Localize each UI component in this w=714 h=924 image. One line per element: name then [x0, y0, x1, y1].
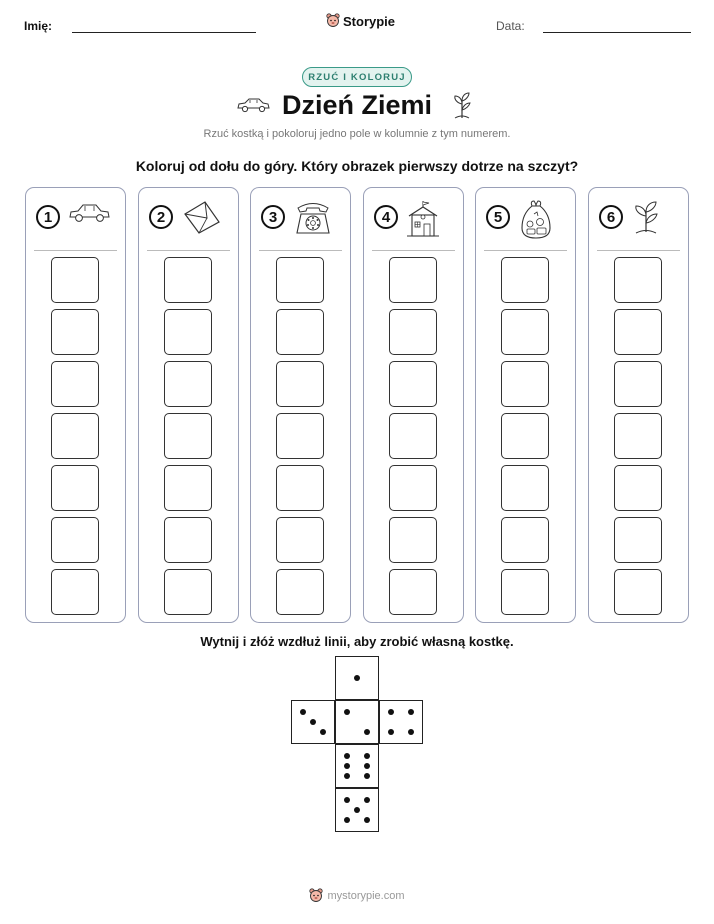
color-cell[interactable] — [614, 413, 662, 459]
instruction: Koloruj od dołu do góry. Który obrazek pierwszy dotrze na szczyt? — [135, 158, 579, 174]
dice-pip — [344, 753, 350, 759]
brand-logo — [326, 13, 395, 29]
rotary-phone-icon — [293, 200, 333, 236]
footer-url[interactable]: mystorypie.com — [327, 890, 405, 902]
color-cell[interactable] — [276, 257, 324, 303]
race-column — [588, 187, 689, 623]
color-cell[interactable] — [51, 465, 99, 511]
storypie-mascot-icon — [326, 13, 340, 29]
dice-pip — [364, 763, 370, 769]
dice-face-4 — [379, 700, 423, 744]
column-divider — [34, 250, 117, 251]
color-cell[interactable] — [614, 361, 662, 407]
dice-pip — [344, 709, 350, 715]
column-number: 5 — [486, 205, 510, 229]
color-cell[interactable] — [276, 361, 324, 407]
column-number: 3 — [261, 205, 285, 229]
school-house-icon — [406, 200, 440, 238]
color-cell[interactable] — [51, 309, 99, 355]
activity-badge: RZUĆ I KOLORUJ — [302, 67, 412, 87]
color-cell[interactable] — [389, 569, 437, 615]
race-column — [475, 187, 576, 623]
column-divider — [597, 250, 680, 251]
color-cell[interactable] — [389, 465, 437, 511]
car-icon — [68, 200, 110, 226]
column-divider — [259, 250, 342, 251]
dice-pip — [408, 729, 414, 735]
page-title: Dzień Ziemi — [281, 90, 433, 120]
brand-name: Storypie — [343, 13, 396, 29]
color-cell[interactable] — [389, 517, 437, 563]
race-column — [250, 187, 351, 623]
color-cell[interactable] — [276, 413, 324, 459]
dice-pip — [300, 709, 306, 715]
color-cell[interactable] — [51, 517, 99, 563]
color-cell[interactable] — [164, 465, 212, 511]
color-cell[interactable] — [501, 465, 549, 511]
dice-face-2 — [335, 700, 379, 744]
dice-pip — [344, 763, 350, 769]
color-cell[interactable] — [614, 257, 662, 303]
dice-pip — [354, 675, 360, 681]
sprout-icon — [631, 200, 661, 236]
color-cell[interactable] — [164, 413, 212, 459]
dice-pip — [388, 709, 394, 715]
storypie-mascot-icon — [309, 888, 323, 904]
color-cell[interactable] — [389, 309, 437, 355]
column-number: 1 — [36, 205, 60, 229]
dice-pip — [344, 817, 350, 823]
color-cell[interactable] — [614, 309, 662, 355]
color-cell[interactable] — [614, 569, 662, 615]
dice-face-1 — [335, 656, 379, 700]
color-cell[interactable] — [276, 517, 324, 563]
subtitle: Rzuć kostką i pokoloruj jedno pole w kolumnie z tym numerem. — [203, 128, 511, 140]
date-label: Data: — [496, 19, 525, 33]
color-cell[interactable] — [614, 465, 662, 511]
recycling-bag-icon — [518, 200, 554, 240]
dice-pip — [364, 753, 370, 759]
column-number: 2 — [149, 205, 173, 229]
race-column — [138, 187, 239, 623]
race-column — [25, 187, 126, 623]
color-cell[interactable] — [51, 257, 99, 303]
dice-net-caption: Wytnij i złóż wzdłuż linii, aby zrobić własną kostkę. — [200, 634, 514, 649]
dice-face-5 — [335, 788, 379, 832]
color-cell[interactable] — [276, 465, 324, 511]
name-line — [72, 32, 256, 33]
color-cell[interactable] — [164, 569, 212, 615]
dice-face-3 — [291, 700, 335, 744]
color-cell[interactable] — [501, 257, 549, 303]
color-cell[interactable] — [51, 413, 99, 459]
column-number: 4 — [374, 205, 398, 229]
dice-pip — [344, 797, 350, 803]
color-cell[interactable] — [614, 517, 662, 563]
dice-face-6 — [335, 744, 379, 788]
color-cell[interactable] — [164, 309, 212, 355]
envelope-icon — [181, 200, 221, 234]
color-cell[interactable] — [389, 413, 437, 459]
color-cell[interactable] — [164, 361, 212, 407]
column-divider — [147, 250, 230, 251]
color-cell[interactable] — [501, 309, 549, 355]
color-cell[interactable] — [276, 309, 324, 355]
dice-pip — [364, 817, 370, 823]
name-label: Imię: — [24, 19, 53, 33]
column-divider — [372, 250, 455, 251]
race-column — [363, 187, 464, 623]
color-cell[interactable] — [501, 361, 549, 407]
color-cell[interactable] — [276, 569, 324, 615]
dice-pip — [388, 729, 394, 735]
dice-pip — [364, 797, 370, 803]
date-line — [543, 32, 691, 33]
color-cell[interactable] — [164, 257, 212, 303]
color-cell[interactable] — [164, 517, 212, 563]
color-cell[interactable] — [501, 569, 549, 615]
color-cell[interactable] — [501, 413, 549, 459]
color-cell[interactable] — [501, 517, 549, 563]
color-cell[interactable] — [389, 361, 437, 407]
dice-pip — [364, 729, 370, 735]
sprout-icon — [451, 92, 473, 120]
dice-pip — [344, 773, 350, 779]
column-number: 6 — [599, 205, 623, 229]
color-cell[interactable] — [389, 257, 437, 303]
color-cell[interactable] — [51, 361, 99, 407]
color-cell[interactable] — [51, 569, 99, 615]
footer — [0, 888, 714, 904]
dice-pip — [354, 807, 360, 813]
column-divider — [484, 250, 567, 251]
dice-pip — [364, 773, 370, 779]
dice-pip — [310, 719, 316, 725]
dice-pip — [320, 729, 326, 735]
dice-pip — [408, 709, 414, 715]
